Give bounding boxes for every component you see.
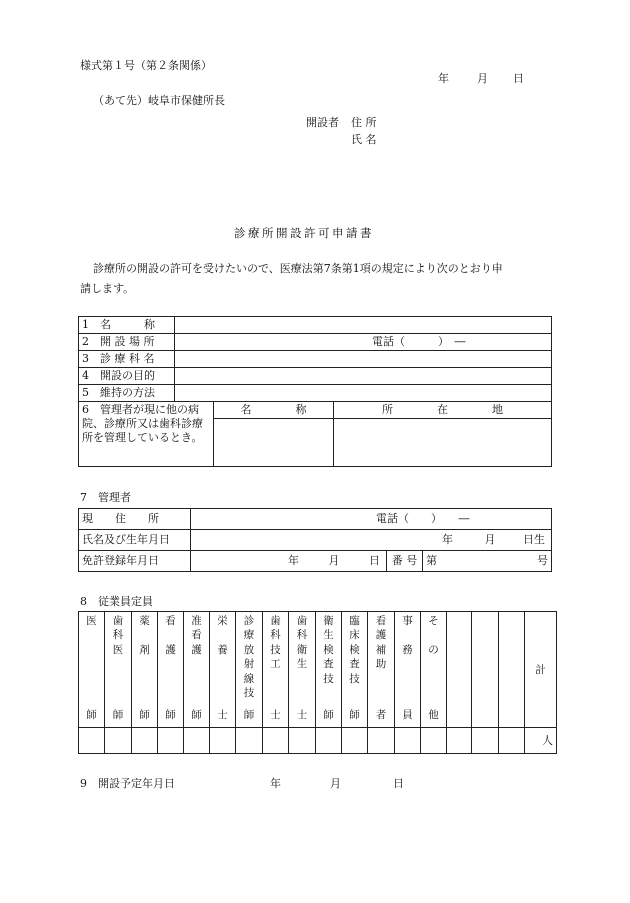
staff-column-header — [421, 612, 447, 728]
staff-column-label-bottom: 師 — [323, 708, 334, 721]
staff-blank-cell[interactable] — [447, 728, 472, 754]
staff-table — [78, 611, 557, 754]
birth-day-label: 日生 — [523, 533, 545, 547]
staff-column-header — [289, 612, 316, 728]
dai-label: 第 — [426, 554, 437, 568]
staff-column-label: 衛 生 検 査 技 — [323, 615, 334, 685]
staff-column-label: 歯 科 衛 生 — [296, 615, 308, 671]
staff-count-cell[interactable] — [79, 728, 105, 754]
staff-column-label-bottom: 士 — [296, 708, 308, 721]
staff-count-cell[interactable] — [368, 728, 395, 754]
staff-column-label: 歯 科 技 工 — [270, 615, 281, 671]
staff-column-header — [368, 612, 395, 728]
staff-value-row — [79, 728, 557, 754]
staff-column-label-bottom: 士 — [217, 708, 228, 721]
staff-column-header — [105, 612, 132, 728]
opening-month-label: 月 — [330, 777, 341, 790]
staff-count-cell[interactable] — [316, 728, 342, 754]
manager-heading: 7 管理者 — [80, 491, 131, 504]
manager-birth-value[interactable] — [191, 530, 552, 551]
other-facility-label: 6 管理者が現に他の病院、診療所又は歯科診療所を管理しているとき。 — [79, 402, 214, 467]
staff-column-label: 事 務 — [402, 615, 413, 656]
staff-column-label-bottom: 者 — [375, 708, 387, 721]
staff-count-cell[interactable] — [421, 728, 447, 754]
license-date-value[interactable] — [191, 551, 387, 572]
staff-blank-header — [472, 612, 499, 728]
name-label: 氏 名 — [351, 133, 377, 146]
purpose-label: 4 開設の目的 — [79, 368, 175, 385]
row-manager-license — [79, 551, 552, 572]
staff-blank-cell[interactable] — [499, 728, 525, 754]
staff-column-header — [79, 612, 105, 728]
staff-count-cell[interactable] — [132, 728, 158, 754]
staff-column-label: そ の — [428, 615, 439, 656]
other-facility-location-header: 所 在 地 — [334, 402, 552, 419]
staff-column-label: 薬 剤 — [139, 615, 150, 656]
staff-column-header — [236, 612, 263, 728]
opening-date-label: 9 開設予定年月日 — [80, 777, 175, 790]
manager-birth-label: 氏名及び生年月日 — [79, 530, 191, 551]
staff-column-label-bottom: 師 — [86, 708, 97, 721]
staff-count-cell[interactable] — [105, 728, 132, 754]
manager-phone[interactable]: 電話（ ） ― — [191, 509, 552, 530]
other-facility-name-header: 名 称 — [214, 402, 334, 419]
staff-column-label-bottom: 師 — [165, 708, 176, 721]
row-manager-birth — [79, 530, 552, 551]
staff-column-label-bottom: 師 — [112, 708, 124, 721]
staff-column-label-bottom: 師 — [139, 708, 150, 721]
departments-label: 3 診 療 科 名 — [79, 351, 175, 368]
facility-name-value[interactable] — [175, 317, 552, 334]
birth-month-label: 月 — [484, 533, 496, 547]
staff-column-label: 看 護 補 助 — [375, 615, 387, 671]
staff-column-label: 准 看 護 — [191, 615, 202, 656]
go-label: 号 — [537, 554, 549, 568]
license-date-label: 免許登録年月日 — [79, 551, 191, 572]
license-year-label: 年 — [288, 554, 299, 568]
staff-column-label-bottom: 師 — [243, 708, 255, 721]
row-maintenance — [79, 385, 552, 402]
date-day-label: 日 — [513, 72, 524, 85]
purpose-value[interactable] — [175, 368, 552, 385]
staff-column-label: 歯 科 医 — [112, 615, 124, 656]
row-departments — [79, 351, 552, 368]
staff-column-label-bottom: 他 — [428, 708, 439, 721]
row-purpose — [79, 368, 552, 385]
date-month-label: 月 — [477, 72, 488, 85]
staff-column-label: 臨 床 検 査 技 — [349, 615, 360, 685]
staff-column-label: 栄 養 — [217, 615, 228, 656]
date-year-label: 年 — [438, 72, 449, 85]
staff-column-header — [263, 612, 289, 728]
staff-blank-header — [499, 612, 525, 728]
staff-column-header — [395, 612, 421, 728]
staff-count-cell[interactable] — [263, 728, 289, 754]
row-location — [79, 334, 552, 351]
address-label: 住 所 — [351, 116, 377, 129]
staff-column-label-bottom: 員 — [402, 708, 413, 721]
license-day-label: 日 — [369, 554, 380, 568]
maintenance-label: 5 維持の方法 — [79, 385, 175, 402]
document-title: 診療所開設許可申請書 — [234, 226, 374, 240]
staff-column-header — [132, 612, 158, 728]
opening-year-label: 年 — [270, 777, 281, 790]
row-other-facility-header — [79, 402, 552, 419]
addressee: （あて先）岐阜市保健所長 — [93, 94, 225, 107]
staff-column-label: 医 — [86, 615, 97, 627]
staff-count-cell[interactable] — [158, 728, 184, 754]
staff-column-header — [158, 612, 184, 728]
location-label: 2 開 設 場 所 — [79, 334, 175, 351]
staff-column-header — [184, 612, 210, 728]
row-name — [79, 317, 552, 334]
staff-total-header: 計 — [525, 612, 557, 728]
staff-column-label: 看 護 — [165, 615, 176, 656]
staff-heading: 8 従業員定員 — [80, 595, 153, 608]
other-facility-name-value[interactable] — [214, 419, 334, 467]
facility-info-table — [78, 316, 552, 467]
facility-name-label: 1 名 称 — [79, 317, 175, 334]
staff-blank-header — [447, 612, 472, 728]
staff-header-row — [79, 612, 557, 728]
body-text-line1: 診療所の開設の許可を受けたいので、医療法第7条第1項の規定により次のとおり申 — [93, 262, 503, 275]
staff-column-header — [210, 612, 236, 728]
manager-address-label: 現 住 所 — [79, 509, 191, 530]
maintenance-value[interactable] — [175, 385, 552, 402]
staff-column-header — [342, 612, 368, 728]
staff-count-cell[interactable] — [236, 728, 263, 754]
staff-count-cell[interactable] — [184, 728, 210, 754]
row-manager-address — [79, 509, 552, 530]
staff-count-cell[interactable] — [395, 728, 421, 754]
license-number-value[interactable] — [423, 551, 552, 572]
staff-count-cell[interactable] — [342, 728, 368, 754]
staff-column-header — [316, 612, 342, 728]
staff-column-label-bottom: 士 — [270, 708, 281, 721]
staff-total-cell[interactable]: 人 — [525, 728, 557, 754]
staff-blank-cell[interactable] — [472, 728, 499, 754]
license-number-label: 番 号 — [387, 551, 423, 572]
staff-column-label-bottom: 師 — [191, 708, 202, 721]
form-number: 様式第１号（第２条関係） — [80, 59, 212, 72]
body-text-line2: 請します。 — [80, 282, 135, 295]
license-month-label: 月 — [328, 554, 340, 568]
birth-year-label: 年 — [442, 533, 453, 547]
staff-column-label: 診 療 放 射 線 技 — [243, 615, 255, 700]
applicant-label: 開設者 — [306, 116, 339, 129]
other-facility-location-value[interactable] — [334, 419, 552, 467]
staff-column-label-bottom: 師 — [349, 708, 360, 721]
departments-value[interactable] — [175, 351, 552, 368]
staff-count-cell[interactable] — [289, 728, 316, 754]
staff-count-cell[interactable] — [210, 728, 236, 754]
manager-table — [78, 508, 552, 572]
location-phone[interactable]: 電話（ ） ― — [175, 334, 552, 351]
opening-day-label: 日 — [393, 777, 404, 790]
